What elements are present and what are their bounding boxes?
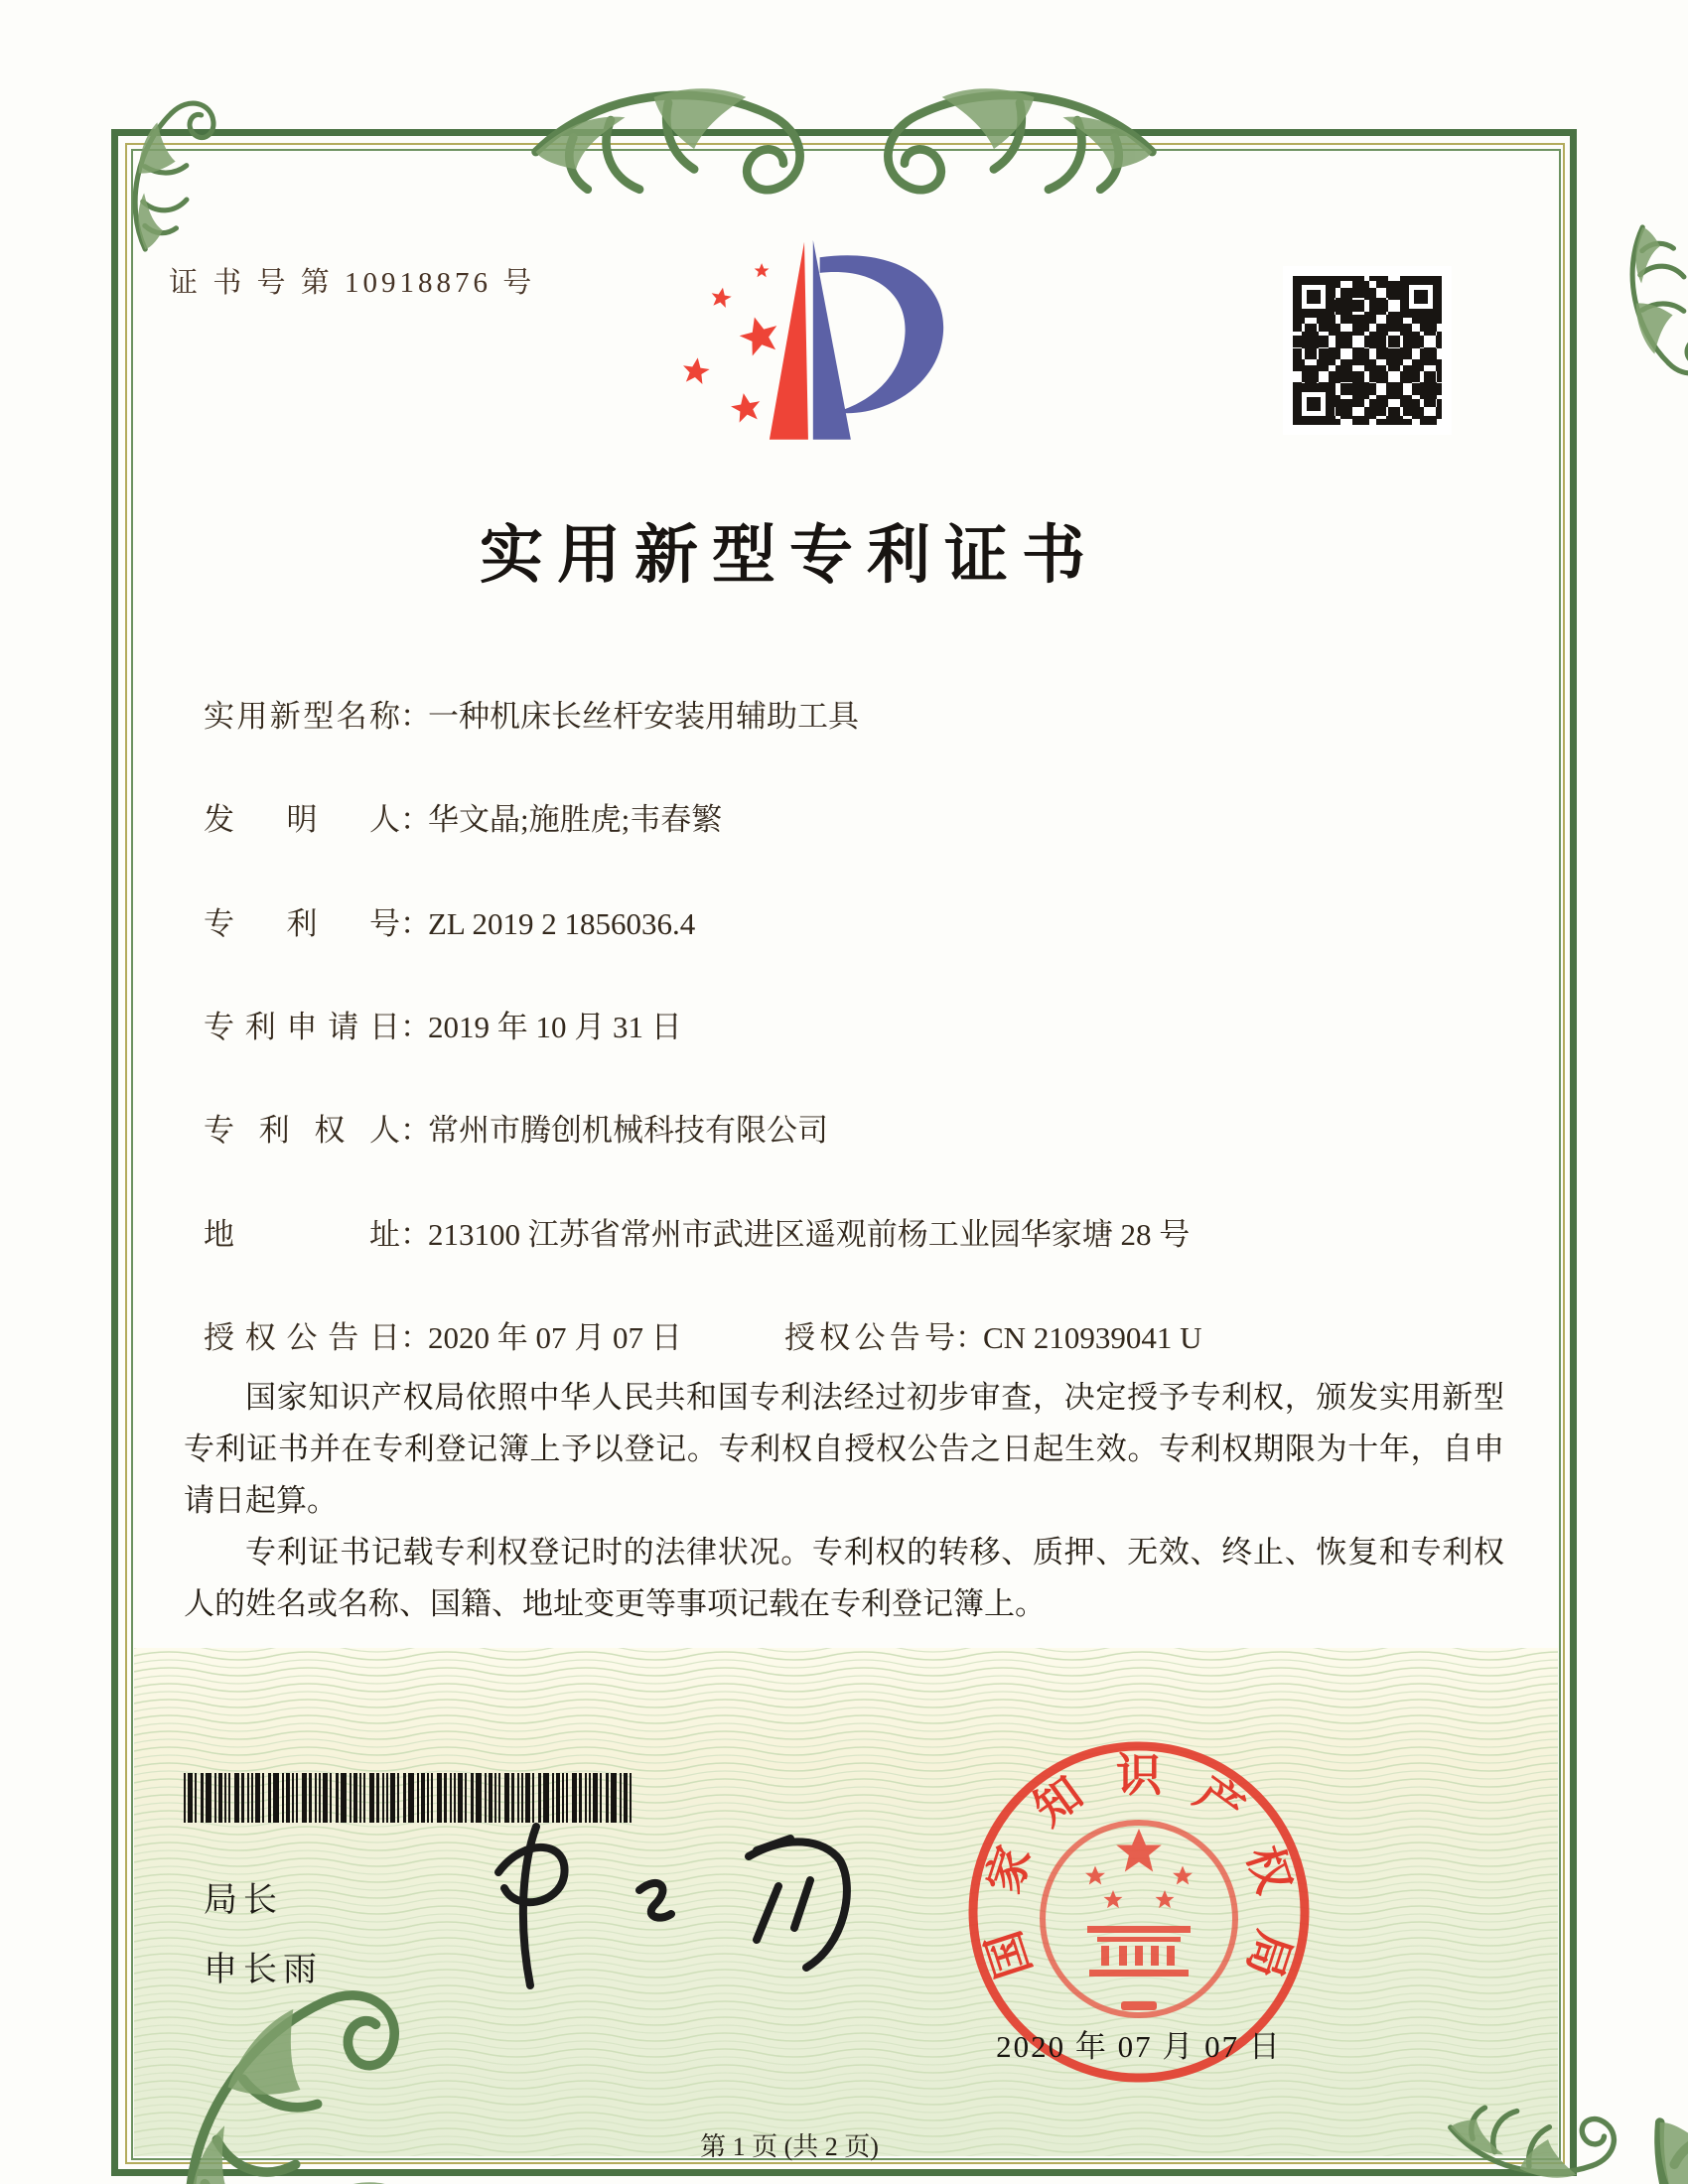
field-grant-number: 授权公告号：CN 210939041 U	[784, 1320, 1202, 1355]
field-inventor: 发明人：华文晶;施胜虎;韦春繁	[204, 802, 723, 837]
svg-text:知: 知	[1025, 1767, 1092, 1836]
seal-date: 2020 年 07 月 07 日	[996, 2029, 1282, 2064]
certificate-number: 证 书 号 第 10918876 号	[169, 267, 536, 299]
field-patentee: 专利权人：常州市腾创机械科技有限公司	[204, 1113, 828, 1148]
legal-text	[184, 1372, 1504, 1630]
field-grant-date: 授权公告日：2020 年 07 月 07 日 授权公告号：CN 210939041 U	[204, 1312, 1524, 1357]
director-name: 申长雨	[204, 1952, 323, 1988]
qr-finder	[1293, 383, 1335, 425]
qr-code-icon	[1283, 266, 1452, 435]
signature-icon	[459, 1795, 886, 2013]
legal-paragraph-1: 国家知识产权局依照中华人民共和国专利法经过初步审查，决定授予专利权，颁发实用新型专利证书并在专利登记簿上予以登记。专利权自授权公告之日起生效。专利权期限为十年，自申请日起算。	[184, 1380, 1504, 1518]
qr-finder	[1400, 276, 1442, 318]
director-title: 局长	[204, 1882, 283, 1919]
svg-text:局: 局	[1237, 1925, 1301, 1984]
svg-text:识: 识	[1116, 1750, 1162, 1801]
field-utility-name: 实用新型名称：一种机床长丝杆安装用辅助工具	[204, 699, 859, 734]
field-address: 地址：213100 江苏省常州市武进区遥观前杨工业园华家塘 28 号	[204, 1217, 1191, 1252]
svg-text:产: 产	[1186, 1767, 1253, 1836]
page-footer: 第 1 页 (共 2 页)	[700, 2132, 879, 2161]
svg-text:权: 权	[1237, 1840, 1301, 1899]
svg-text:家: 家	[977, 1840, 1041, 1899]
field-filing-date: 专利申请日：2019 年 10 月 31 日	[204, 1010, 682, 1044]
qr-finder	[1293, 276, 1335, 318]
legal-paragraph-2: 专利证书记载专利权登记时的法律状况。专利权的转移、质押、无效、终止、恢复和专利权人的姓名或名称、国籍、地址变更等事项记载在专利登记簿上。	[184, 1535, 1504, 1621]
svg-text:国: 国	[977, 1925, 1041, 1984]
cnipa-logo-icon	[645, 228, 965, 471]
certificate-title: 实用新型专利证书	[480, 520, 1099, 591]
field-patent-number: 专利号：ZL 2019 2 1856036.4	[204, 906, 696, 941]
